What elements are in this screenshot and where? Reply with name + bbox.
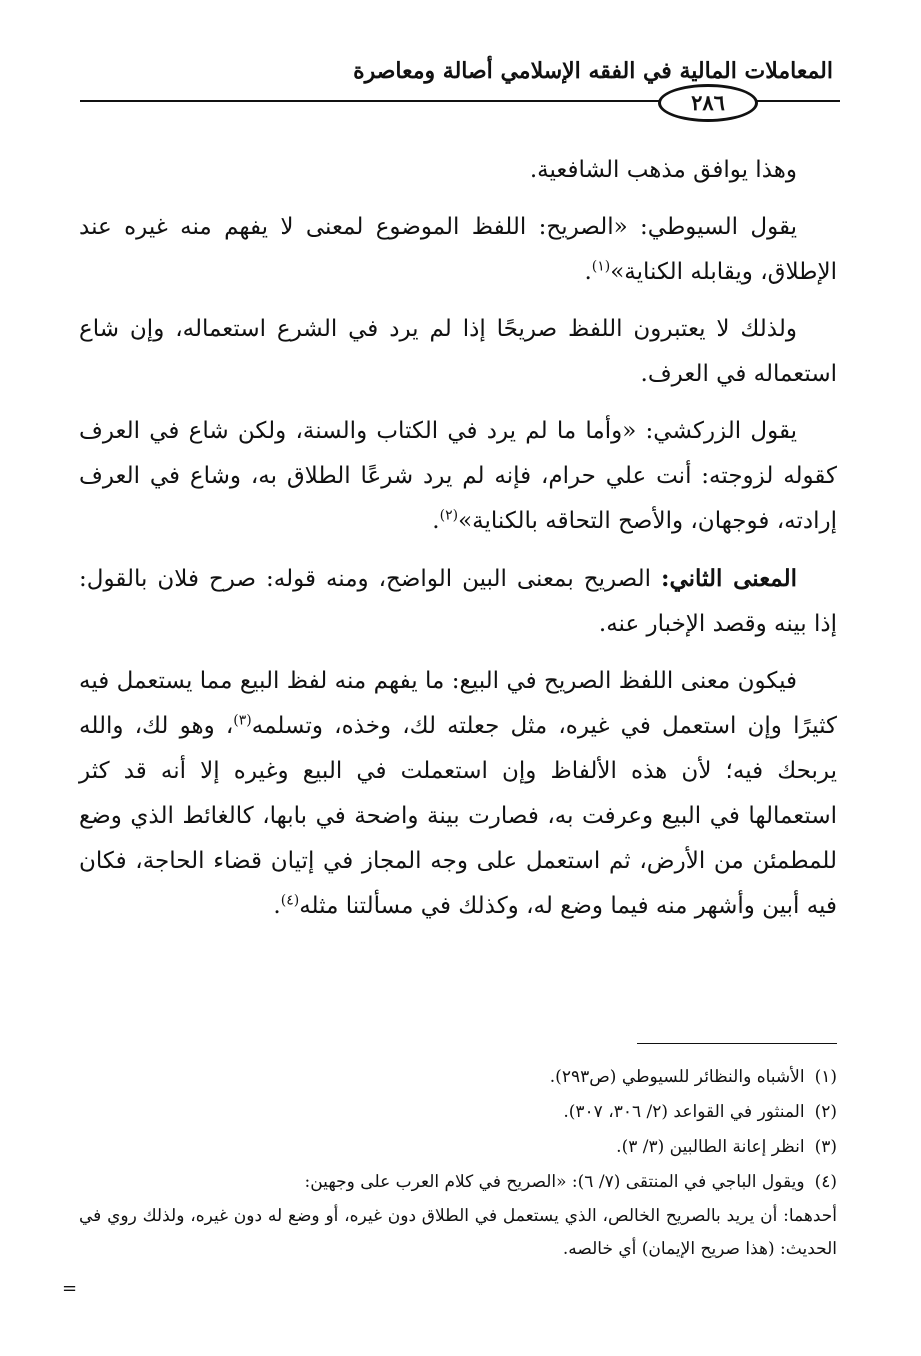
paragraph-1-text: وهذا يوافق مذهب الشافعية. [529, 157, 797, 183]
paragraph-6-text-b: ، وهو لك، والله يربحك فيه؛ لأن هذه الألفاظ وإن استعملت في البيع وغيره إلا أنه قد كثر استعمالها في البيع وعرفت به، فصارت بينة واضحة في بابها، كالغائط الذي وضع للمطمئن من الأرض، ثم استعمل على وجه المجاز في إتيان قضاء الحاجة، فكان فيه أبين وأشهر منه فيما وضع له، وكذلك في مسألتنا مثله [79, 713, 837, 919]
footnote-separator [637, 1043, 837, 1044]
paragraph-2-text: يقول السيوطي: «الصريح: اللفظ الموضوع لمعنى لا يفهم منه غيره عند الإطلاق، ويقابله الكناية» [79, 214, 837, 285]
footnote-1-text: الأشباه والنظائر للسيوطي (ص٢٩٣). [549, 1067, 805, 1087]
paragraph-1 [79, 148, 837, 193]
main-text [79, 148, 837, 941]
second-meaning-heading: المعنى الثاني: [661, 565, 797, 592]
footnote-4-continuation: أحدهما: أن يريد بالصريح الخالص، الذي يستعمل في الطلاق دون غيره، أو وضع له دون غيره، ولذلك روي في الحديث: (هذا صريح الإيمان) أي خالصه. [79, 1206, 837, 1259]
footnote-4-text: ويقول الباجي في المنتقى (٧/ ٦): «الصريح في كلام العرب على وجهين: [304, 1172, 805, 1192]
footnote-2 [79, 1095, 837, 1130]
footnote-4-number: (٤) [814, 1172, 837, 1192]
footnote-1-number: (١) [814, 1067, 837, 1087]
footnote-ref-2[interactable]: (٢) [439, 507, 459, 524]
footnote-1 [79, 1060, 837, 1095]
footnote-ref-4[interactable]: (٤) [280, 892, 300, 909]
footnote-3 [79, 1130, 837, 1165]
paragraph-6-end: . [273, 893, 281, 919]
paragraph-2 [79, 205, 837, 295]
paragraph-3-text: ولذلك لا يعتبرون اللفظ صريحًا إذا لم يرد في الشرع استعماله، وإن شاع استعماله في العرف. [79, 316, 837, 387]
footnote-2-number: (٢) [814, 1102, 837, 1122]
paragraph-4-end: . [432, 508, 440, 534]
footnote-3-number: (٣) [814, 1137, 837, 1157]
continuation-mark: = [62, 1278, 78, 1299]
footnotes [79, 1060, 837, 1266]
paragraph-4-text: يقول الزركشي: «وأما ما لم يرد في الكتاب والسنة، ولكن شاع في العرف كقوله لزوجته: أنت علي حرام، فإنه لم يرد شرعًا الطلاق به، وشاع في العرف إرادته، فوجهان، والأصح التحاقه بالكناية» [79, 418, 837, 534]
running-title: المعاملات المالية في الفقه الإسلامي أصالة ومعاصرة [353, 58, 833, 84]
paragraph-5-text: الصريح بمعنى البين الواضح، ومنه قوله: صرح فلان بالقول: إذا بينه وقصد الإخبار عنه. [79, 566, 837, 637]
paragraph-6-text-a: فيكون معنى اللفظ الصريح في البيع: ما يفهم منه لفظ البيع مما يستعمل فيه كثيرًا وإن استعمل في غيره، مثل جعلته لك، وخذه، وتسلمه [79, 668, 837, 739]
paragraph-6 [79, 659, 837, 929]
page-number: ٢٨٦ [658, 84, 758, 122]
paragraph-3 [79, 307, 837, 397]
paragraph-2-end: . [584, 259, 592, 285]
footnote-ref-3[interactable]: (٣) [233, 712, 252, 729]
footnote-2-text: المنثور في القواعد (٢/ ٣٠٦، ٣٠٧). [563, 1102, 805, 1122]
paragraph-5 [79, 556, 837, 647]
footnote-4 [79, 1165, 837, 1200]
footnote-ref-1[interactable]: (١) [591, 258, 611, 275]
paragraph-4 [79, 409, 837, 544]
footnote-3-text: انظر إعانة الطالبين (٣/ ٣). [616, 1137, 805, 1157]
